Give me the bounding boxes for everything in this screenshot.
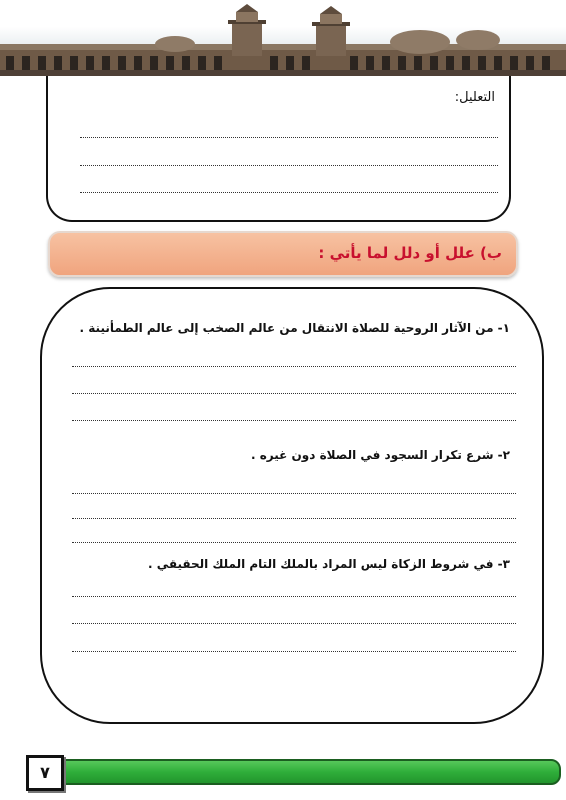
- question-2: ٢- شرع تكرار السجود في الصلاة دون غيره .: [250, 448, 510, 462]
- header-banner-image: [0, 0, 566, 76]
- answer-line[interactable]: [72, 623, 516, 624]
- reason-label: التعليل:: [454, 90, 495, 105]
- page-number: ٧: [26, 755, 64, 791]
- questions-box: [40, 287, 544, 724]
- answer-line[interactable]: [80, 137, 498, 138]
- answer-line[interactable]: [72, 366, 516, 367]
- footer-bar: [64, 759, 561, 785]
- reason-box: [46, 76, 511, 222]
- section-b-title: ب) علل أو دلل لما يأتي :: [318, 244, 502, 262]
- answer-line[interactable]: [72, 493, 516, 494]
- question-1: ١- من الآثار الروحية للصلاة الانتقال من عالم الصخب إلى عالم الطمأنينة .: [79, 321, 510, 335]
- answer-line[interactable]: [80, 165, 498, 166]
- architecture-illustration: [0, 0, 566, 76]
- answer-line[interactable]: [72, 651, 516, 652]
- question-3: ٣- في شروط الزكاة ليس المراد بالملك التام الملك الحقيقي .: [147, 557, 510, 571]
- answer-line[interactable]: [72, 596, 516, 597]
- answer-line[interactable]: [72, 393, 516, 394]
- section-b-header: [48, 231, 518, 277]
- answer-line[interactable]: [72, 518, 516, 519]
- answer-line[interactable]: [80, 192, 498, 193]
- answer-line[interactable]: [72, 420, 516, 421]
- answer-line[interactable]: [72, 542, 516, 543]
